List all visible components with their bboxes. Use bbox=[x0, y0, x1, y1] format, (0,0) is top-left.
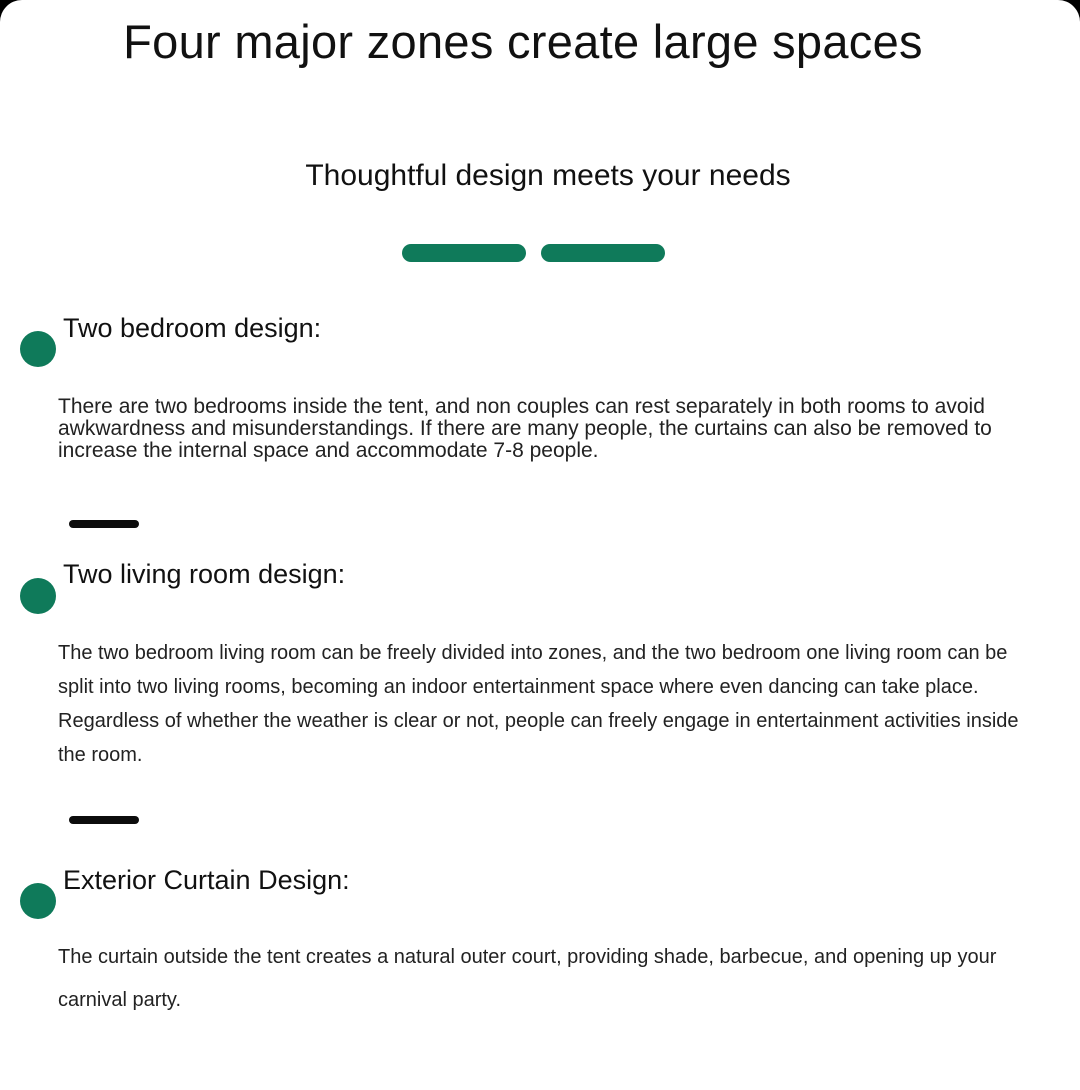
section-body: The two bedroom living room can be freely divided into zones, and the two bedroom one living room can be split into two living rooms, becoming an indoor entertainment space where even dancing can take place. Regardless of whether the weather is clear or not, people can freely engage in entertainment activities inside the room. bbox=[58, 642, 1019, 766]
page-title: Four major zones create large spaces bbox=[123, 15, 923, 68]
accent-bar-right bbox=[541, 244, 665, 262]
section-body: There are two bedrooms inside the tent, and non couples can rest separately in both rooms to avoid awkwardness and misunderstandings. If there are many people, the curtains can also be removed to increase the internal space and accommodate 7-8 people. bbox=[58, 395, 992, 462]
section-heading: Exterior Curtain Design: bbox=[63, 865, 350, 895]
bullet-dot bbox=[20, 578, 56, 614]
page-subtitle: Thoughtful design meets your needs bbox=[305, 159, 791, 192]
section-divider bbox=[69, 520, 139, 528]
bullet-dot bbox=[20, 883, 56, 919]
section-body: The curtain outside the tent creates a natural outer court, providing shade, barbecue, and opening up your carnival party. bbox=[58, 946, 997, 1011]
section-divider bbox=[69, 816, 139, 824]
section-heading: Two bedroom design: bbox=[63, 313, 322, 343]
section-heading: Two living room design: bbox=[63, 559, 346, 589]
accent-bar-left bbox=[402, 244, 526, 262]
bullet-dot bbox=[20, 331, 56, 367]
